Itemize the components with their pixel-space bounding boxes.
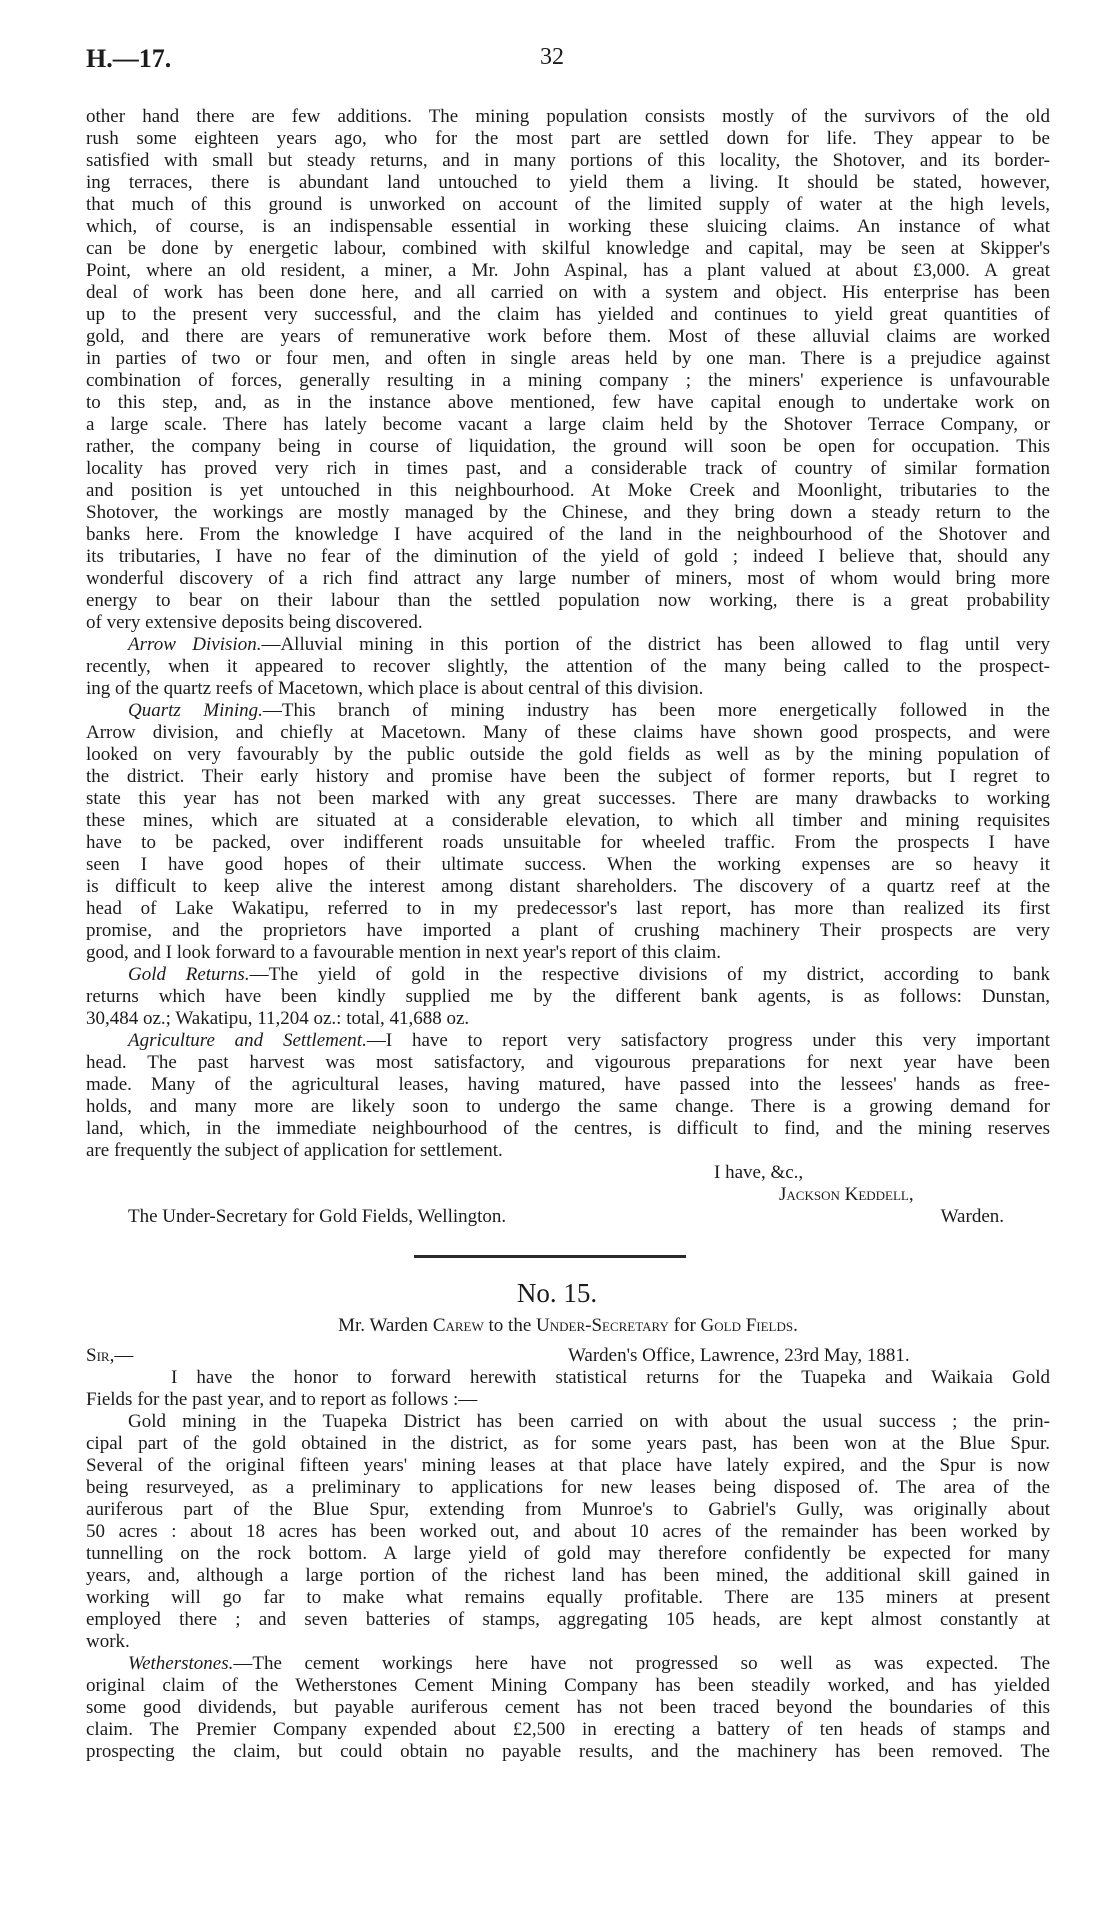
text-line (86, 1565, 1050, 1587)
text-line (86, 480, 1050, 502)
paragraph-heading: Agriculture and Settlement. (128, 1030, 367, 1051)
text-line (86, 1455, 1050, 1477)
page-number: 32 (540, 44, 564, 70)
text-line (86, 1477, 1050, 1499)
line-text: land, which, in the immediate neighbourhood of the centres, is difficult to find, and the mining reserves (86, 1118, 1050, 1139)
text-line (86, 458, 1050, 480)
paragraph-heading: Wetherstones. (128, 1653, 234, 1674)
text-line (86, 1096, 1050, 1118)
text-line (86, 634, 1050, 656)
text-line (86, 1052, 1050, 1074)
line-text: rather, the company being in course of liquidation, the ground will soon be open for occupation. This (86, 436, 1050, 457)
report-body-kedell (86, 106, 1050, 1162)
line-text: deal of work has been done here, and all carried on with a system and object. His enterprise has been (86, 282, 1050, 303)
line-text: a large scale. There has lately become vacant a large claim held by the Shotover Terrace Company, or (86, 414, 1050, 435)
line-text: its tributaries, I have no fear of the diminution of the yield of gold ; indeed I believe that, should any (86, 546, 1050, 567)
line-text: employed there ; and seven batteries of stamps, aggregating 105 heads, are kept almost constantly at (86, 1609, 1050, 1630)
text-line (86, 238, 1050, 260)
text-line (86, 1118, 1050, 1140)
line-text: rush some eighteen years ago, who for the most part are settled down for life. They appear to be (86, 128, 1050, 149)
line-text: locality has proved very rich in times past, and a considerable track of country of similar formation (86, 458, 1050, 479)
text-line (86, 1411, 1050, 1433)
signatory-name: Jackson Keddell, (779, 1184, 914, 1205)
line-text: head. The past harvest was most satisfactory, and vigourous preparations for next year have been (86, 1052, 1050, 1073)
text-line (86, 876, 1050, 898)
line-text: Several of the original fifteen years' mining leases at that place have lately expired, and the Spur is now (86, 1455, 1050, 1476)
text-line (86, 172, 1050, 194)
line-text: and position is yet untouched in this neighbourhood. At Moke Creek and Moonlight, tributaries to the (86, 480, 1050, 501)
line-text: other hand there are few additions. The mining population consists mostly of the survivors of the old (86, 106, 1050, 127)
text-line (86, 678, 1050, 700)
text-line (86, 1367, 1050, 1389)
line-text: energy to bear on their labour than the settled population now working, there is a great probability (86, 590, 1050, 611)
text-line (86, 700, 1050, 722)
salutation: Sir,— (86, 1345, 134, 1366)
line-text: years, and, although a large portion of the richest land has been mined, the additional skill gained in (86, 1565, 1050, 1586)
text-line (86, 788, 1050, 810)
line-text: combination of forces, generally resulting in a mining company ; the miners' experience is unfavourable (86, 370, 1050, 391)
line-text: some good dividends, but payable auriferous cement has not been traced beyond the boundaries of this (86, 1697, 1050, 1718)
paragraph (86, 106, 1050, 634)
text-line (86, 1433, 1050, 1455)
title-part: Mr. Warden (338, 1315, 433, 1336)
line-text: —Alluvial mining in this portion of the district has been allowed to flag until very (261, 634, 1050, 655)
paragraph (86, 1411, 1050, 1653)
text-line (86, 568, 1050, 590)
line-text: head of Lake Wakatipu, referred to in my predecessor's last report, has more than realized its first (86, 898, 1050, 919)
line-text: 50 acres : about 18 acres has been worked out, and about 10 acres of the remainder has been worked by (86, 1521, 1050, 1542)
line-text: ing terraces, there is abundant land untouched to yield them a living. It should be stated, however, (86, 172, 1050, 193)
line-text: the district. Their early history and promise have been the subject of former reports, but I regret to (86, 766, 1050, 787)
line-text: promise, and the proprietors have imported a plant of crushing machinery Their prospects are very (86, 920, 1050, 941)
line-text: up to the present very successful, and the claim has yielded and continues to yield great quantities of (86, 304, 1050, 325)
line-text: Fields for the past year, and to report as follows :— (86, 1389, 478, 1410)
line-text: made. Many of the agricultural leases, having matured, have passed into the lessees' hands as free- (86, 1074, 1050, 1095)
text-line (86, 766, 1050, 788)
document-reference: H.—17. (86, 44, 172, 73)
line-text: of very extensive deposits being discovered. (86, 612, 423, 633)
paragraph (86, 1367, 1050, 1411)
paragraph-heading: Quartz Mining. (128, 700, 263, 721)
line-text: looked on very favourably by the public outside the gold fields as well as by the mining population of (86, 744, 1050, 765)
text-line (86, 1675, 1050, 1697)
text-line (86, 348, 1050, 370)
line-text: —This branch of mining industry has been more energetically followed in the (262, 700, 1050, 721)
line-text: tunnelling on the rock bottom. A large yield of gold may therefore confidently be expected for many (86, 1543, 1050, 1564)
line-text: I have the honor to forward herewith statistical returns for the Tuapeka and Waikaia Gold (171, 1367, 1050, 1388)
line-text: recently, when it appeared to recover slightly, the attention of the many being called to the prospect- (86, 656, 1050, 677)
title-part: for (668, 1315, 701, 1336)
text-line (86, 524, 1050, 546)
text-line (86, 392, 1050, 414)
line-text: is difficult to keep alive the interest among distant shareholders. The discovery of a quartz reef at the (86, 876, 1050, 897)
line-text: seen I have good hopes of their ultimate success. When the working expenses are so heavy it (86, 854, 1050, 875)
text-line (86, 1631, 1050, 1653)
text-line (86, 1030, 1050, 1052)
line-text: returns which have been kindly supplied me by the different bank agents, is as follows: Dunstan, (86, 986, 1050, 1007)
line-text: Shotover, the workings are mostly managed by the Chinese, and they bring down a steady return to the (86, 502, 1050, 523)
line-text: prospecting the claim, but could obtain no payable results, and the machinery has been removed. The (86, 1741, 1050, 1762)
text-line (86, 854, 1050, 876)
line-text: claim. The Premier Company expended about £2,500 in erecting a battery of ten heads of stamps and (86, 1719, 1050, 1740)
line-text: —I have to report very satisfactory progress under this very important (366, 1030, 1051, 1051)
title-part: . (793, 1315, 798, 1336)
line-text: cipal part of the gold obtained in the district, as for some years past, has been won at the Blue Spur. (86, 1433, 1050, 1454)
section-divider (414, 1255, 686, 1258)
line-text: original claim of the Wetherstones Cement Mining Company has been steadily worked, and has yielded (86, 1675, 1050, 1696)
line-text: good, and I look forward to a favourable mention in next year's report of this claim. (86, 942, 721, 963)
paragraph (86, 1653, 1050, 1763)
line-text: these mines, which are situated at a considerable elevation, to which all timber and mining requisites (86, 810, 1050, 831)
paragraph (86, 634, 1050, 700)
text-line (86, 722, 1050, 744)
text-line (86, 810, 1050, 832)
text-line (86, 964, 1050, 986)
text-line (86, 1008, 1050, 1030)
text-line (86, 304, 1050, 326)
line-text: Gold mining in the Tuapeka District has been carried on with about the usual success ; the prin- (128, 1411, 1050, 1432)
line-text: state this year has not been marked with any great successes. There are many drawbacks to working (86, 788, 1050, 809)
paragraph-heading: Gold Returns. (128, 964, 250, 985)
text-line (86, 436, 1050, 458)
text-line (86, 370, 1050, 392)
text-line (86, 1140, 1050, 1162)
line-text: wonderful discovery of a rich find attract any large number of miners, most of whom would bring more (86, 568, 1050, 589)
line-text: work. (86, 1631, 130, 1652)
line-text: being resurveyed, as a preliminary to applications for new leases being disposed of. The area of the (86, 1477, 1050, 1498)
text-line (86, 656, 1050, 678)
paragraph (86, 964, 1050, 1030)
line-text: auriferous part of the Blue Spur, extending from Munroe's to Gabriel's Gully, was originally about (86, 1499, 1050, 1520)
line-text: satisfied with small but steady returns, and in many portions of this locality, the Shotover, and its border- (86, 150, 1050, 171)
text-line (86, 590, 1050, 612)
line-text: Point, where an old resident, a miner, a Mr. John Aspinal, has a plant valued at about £3,000. A great (86, 260, 1050, 281)
paragraph-heading: Arrow Division. (128, 634, 262, 655)
line-text: can be done by energetic labour, combined with skilful knowledge and capital, may be seen at Skipper's (86, 238, 1050, 259)
paragraph (86, 1030, 1050, 1162)
text-line (86, 1074, 1050, 1096)
addressee: The Under-Secretary for Gold Fields, Wellington. (128, 1206, 507, 1227)
line-text: banks here. From the knowledge I have acquired of the land in the neighbourhood of the Shotover and (86, 524, 1050, 545)
text-line (86, 898, 1050, 920)
text-line (86, 1587, 1050, 1609)
line-text: that much of this ground is unworked on account of the limited supply of water at the high levels, (86, 194, 1050, 215)
report-body-carew (86, 1367, 1050, 1763)
text-line (86, 1697, 1050, 1719)
text-line (86, 744, 1050, 766)
title-part: Under-Secretary (536, 1315, 669, 1336)
text-line (86, 216, 1050, 238)
text-line (86, 942, 1050, 964)
paragraph (86, 700, 1050, 964)
title-part: to the (483, 1315, 537, 1336)
text-line (86, 1719, 1050, 1741)
signatory-title: Warden. (940, 1206, 1004, 1227)
text-line (86, 326, 1050, 348)
text-line (86, 546, 1050, 568)
title-part: Carew (432, 1315, 484, 1336)
text-line (86, 986, 1050, 1008)
text-line (86, 1521, 1050, 1543)
line-text: have to be packed, over indifferent roads unsuitable for wheeled traffic. From the prospects I have (86, 832, 1050, 853)
line-text: are frequently the subject of application for settlement. (86, 1140, 503, 1161)
text-line (86, 194, 1050, 216)
text-line (86, 1609, 1050, 1631)
line-text: ing of the quartz reefs of Macetown, which place is about central of this division. (86, 678, 704, 699)
dateline: Warden's Office, Lawrence, 23rd May, 1881. (568, 1345, 910, 1366)
text-line (86, 832, 1050, 854)
letter-number: No. 15. (516, 1278, 598, 1308)
line-text: holds, and many more are likely soon to undergo the same change. There is a growing demand for (86, 1096, 1050, 1117)
text-line (86, 282, 1050, 304)
line-text: to this step, and, as in the instance above mentioned, few have capital enough to undertake work on (86, 392, 1050, 413)
line-text: working will go far to make what remains equally profitable. There are 135 miners at present (86, 1587, 1050, 1608)
text-line (86, 1741, 1050, 1763)
text-line (86, 128, 1050, 150)
letter-title (0, 1315, 1114, 1337)
line-text: in parties of two or four men, and often in single areas held by one man. There is a prejudice against (86, 348, 1050, 369)
line-text: —The yield of gold in the respective divisions of my district, according to bank (249, 964, 1051, 985)
text-line (86, 1389, 1050, 1411)
title-part: Gold Fields (700, 1315, 794, 1336)
line-text: Arrow division, and chiefly at Macetown. Many of these claims have shown good prospects, and were (86, 722, 1050, 743)
text-line (86, 1653, 1050, 1675)
text-line (86, 414, 1050, 436)
text-line (86, 920, 1050, 942)
text-line (86, 106, 1050, 128)
text-line (86, 1543, 1050, 1565)
text-line (86, 612, 1050, 634)
text-line (86, 150, 1050, 172)
line-text: —The cement workings here have not progressed so well as was expected. The (233, 1653, 1050, 1674)
line-text: gold, and there are years of remunerative work before them. Most of these alluvial claims are worked (86, 326, 1050, 347)
valediction: I have, &c., (714, 1162, 804, 1183)
text-line (86, 502, 1050, 524)
line-text: which, of course, is an indispensable essential in working these sluicing claims. An instance of what (86, 216, 1050, 237)
line-text: 30,484 oz.; Wakatipu, 11,204 oz.: total, 41,688 oz. (86, 1008, 470, 1029)
text-line (86, 1499, 1050, 1521)
text-line (86, 260, 1050, 282)
